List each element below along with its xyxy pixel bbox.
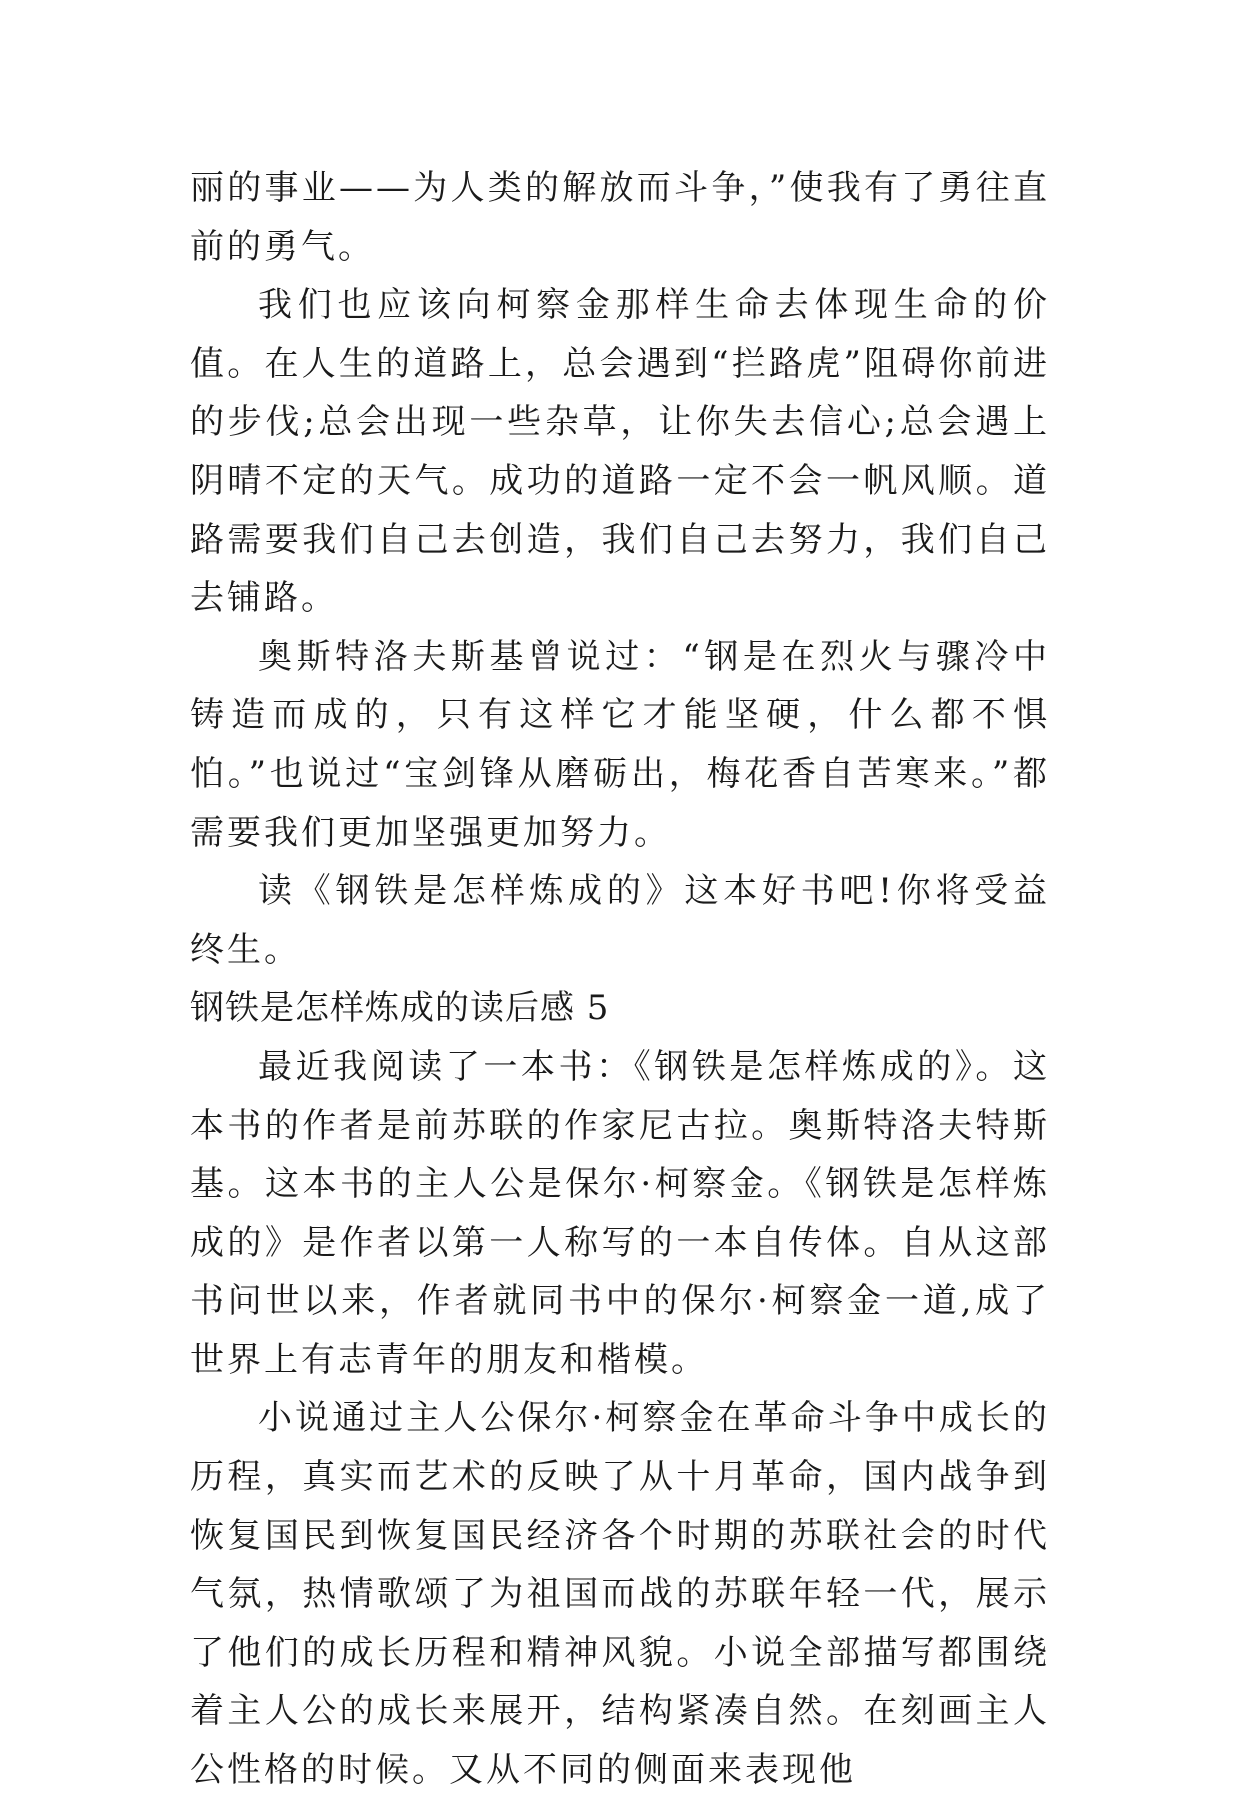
paragraph-novel-summary: 小说通过主人公保尔·柯察金在革命斗争中成长的历程，真实而艺术的反映了从十月革命，国内战争到恢复国民到恢复国民经济各个时期的苏联社会的时代气氛，热情歌颂了为祖国而战的苏联年轻一代，展示了他们的成长历程和精神风貌。小说全部描写都围绕着主人公的成长来展开，结构紧凑自然。在刻画主人公性格的时候。又从不同的侧面来表现他 bbox=[190, 1398, 1050, 1791]
paragraph-continuation: 丽的事业——为人类的解放而斗争，”使我有了勇往直前的勇气。 bbox=[190, 168, 1050, 267]
paragraph-kechajin-value: 我们也应该向柯察金那样生命去体现生命的价值。在人生的道路上，总会遇到“拦路虎”阻碍你前进的步伐;总会出现一些杂草，让你失去信心;总会遇上阴晴不定的天气。成功的道路一定不会一帆风顺。道路需要我们自己去创造，我们自己去努力，我们自己去铺路。 bbox=[190, 285, 1050, 619]
section-heading: 钢铁是怎样炼成的读后感 5 bbox=[190, 988, 610, 1029]
paragraph-recommendation: 读《钢铁是怎样炼成的》这本好书吧!你将受益终生。 bbox=[190, 871, 1050, 970]
paragraph-book-intro: 最近我阅读了一本书：《钢铁是怎样炼成的》。这本书的作者是前苏联的作家尼古拉。奥斯特洛夫特斯基。这本书的主人公是保尔·柯察金。《钢铁是怎样炼成的》是作者以第一人称写的一本自传体。自从这部书问世以来，作者就同书中的保尔·柯察金一道,成了世界上有志青年的朋友和楷模。 bbox=[190, 1046, 1050, 1380]
paragraph-ostrovsky-quote: 奥斯特洛夫斯基曾说过：“钢是在烈火与骤冷中铸造而成的，只有这样它才能坚硬，什么都不惧怕。”也说过“宝剑锋从磨砺出，梅花香自苦寒来。”都需要我们更加坚强更加努力。 bbox=[190, 636, 1050, 853]
document-body bbox=[190, 159, 1050, 1800]
